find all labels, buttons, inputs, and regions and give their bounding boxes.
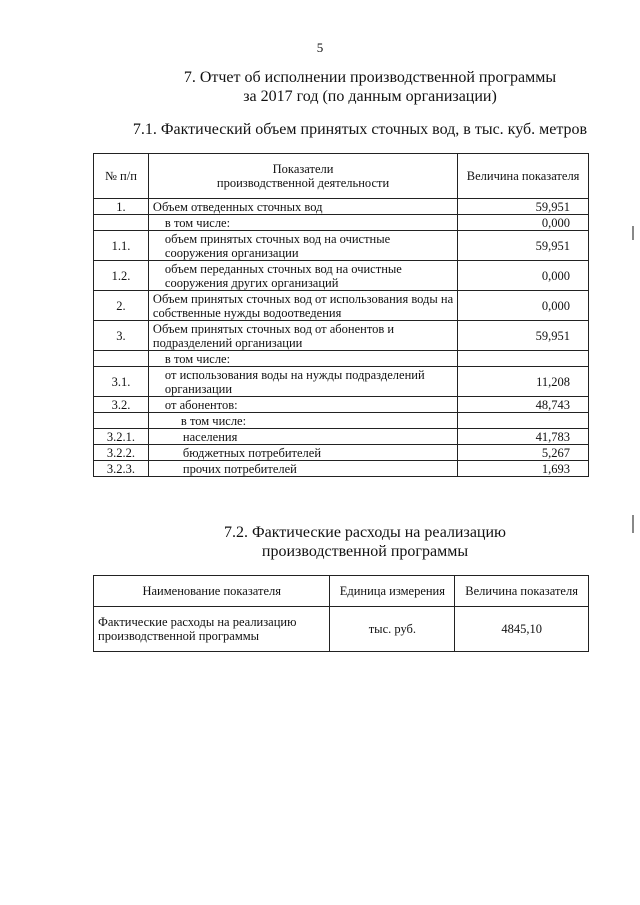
row-label: Объем отведенных сточных вод (148, 199, 457, 215)
table-row (94, 429, 589, 445)
table-row (94, 351, 589, 367)
row-value: 0,000 (458, 261, 589, 291)
row-value: 0,000 (458, 215, 589, 231)
row-label: от абонентов: (148, 397, 457, 413)
row-value: 1,693 (458, 461, 589, 477)
section-72-title-line1: 7.2. Фактические расходы на реализацию (223, 524, 506, 541)
row-value (458, 413, 589, 429)
table-row (94, 445, 589, 461)
row-number: 1.2. (94, 261, 149, 291)
section-7-title (120, 68, 620, 106)
table-row (94, 199, 589, 215)
row-number (94, 351, 149, 367)
header-name: Наименование показателя (94, 576, 330, 607)
row-number: 3. (94, 321, 149, 351)
table-row (94, 321, 589, 351)
table-row (94, 261, 589, 291)
row-number (94, 413, 149, 429)
row-value: 41,783 (458, 429, 589, 445)
row-number: 3.1. (94, 367, 149, 397)
row-value: 59,951 (458, 321, 589, 351)
table-row (94, 397, 589, 413)
header-unit: Единица измерения (330, 576, 455, 607)
table-header-row (94, 576, 589, 607)
section-71-title: 7.1. Фактический объем принятых сточных вод, в тыс. куб. метров (132, 121, 588, 138)
row-number: 3.2. (94, 397, 149, 413)
expense-unit: тыс. руб. (330, 607, 455, 652)
row-label: объем принятых сточных вод на очистные сооружения организации (148, 231, 457, 261)
table-row (94, 367, 589, 397)
table-row (94, 215, 589, 231)
row-label: населения (148, 429, 457, 445)
row-label: бюджетных потребителей (148, 445, 457, 461)
header-indicator (148, 154, 457, 199)
scan-edge-mark (632, 226, 634, 240)
row-value (458, 351, 589, 367)
row-value: 5,267 (458, 445, 589, 461)
expenses-table (93, 575, 589, 652)
table-row (94, 461, 589, 477)
row-value: 11,208 (458, 367, 589, 397)
table-row (94, 231, 589, 261)
row-number: 3.2.2. (94, 445, 149, 461)
table-row (94, 607, 589, 652)
row-number (94, 215, 149, 231)
row-label: Объем принятых сточных вод от абонентов и подразделений организации (148, 321, 457, 351)
row-number: 1.1. (94, 231, 149, 261)
row-label: прочих потребителей (148, 461, 457, 477)
row-value: 0,000 (458, 291, 589, 321)
row-number: 3.2.1. (94, 429, 149, 445)
row-label: от использования воды на нужды подразделений организации (148, 367, 457, 397)
expense-value: 4845,10 (455, 607, 589, 652)
table-row (94, 413, 589, 429)
row-number: 2. (94, 291, 149, 321)
row-label: в том числе: (148, 413, 457, 429)
section-7-title-line1: 7. Отчет об исполнении производственной программы (183, 69, 557, 86)
header-indicator-line1: Показатели (272, 162, 334, 176)
section-72-title-line2: производственной программы (261, 543, 469, 560)
row-label: в том числе: (148, 215, 457, 231)
wastewater-volume-table (93, 153, 589, 477)
row-label: Объем принятых сточных вод от использования воды на собственные нужды водоотведения (148, 291, 457, 321)
section-7-title-line2: за 2017 год (по данным организации) (243, 88, 497, 105)
scan-edge-mark (632, 515, 634, 533)
page-number: 5 (316, 40, 324, 55)
row-label: объем переданных сточных вод на очистные сооружения других организаций (148, 261, 457, 291)
table-row (94, 291, 589, 321)
wastewater-table-body (94, 199, 589, 477)
header-indicator-line2: производственной деятельности (216, 176, 390, 190)
header-value: Величина показателя (455, 576, 589, 607)
row-value: 48,743 (458, 397, 589, 413)
header-num: № п/п (94, 154, 149, 199)
section-72-title (130, 523, 600, 561)
row-value: 59,951 (458, 199, 589, 215)
header-value: Величина показателя (458, 154, 589, 199)
row-label: в том числе: (148, 351, 457, 367)
row-value: 59,951 (458, 231, 589, 261)
row-number: 3.2.3. (94, 461, 149, 477)
table-header-row (94, 154, 589, 199)
expense-name: Фактические расходы на реализацию производственной программы (94, 607, 330, 652)
row-number: 1. (94, 199, 149, 215)
